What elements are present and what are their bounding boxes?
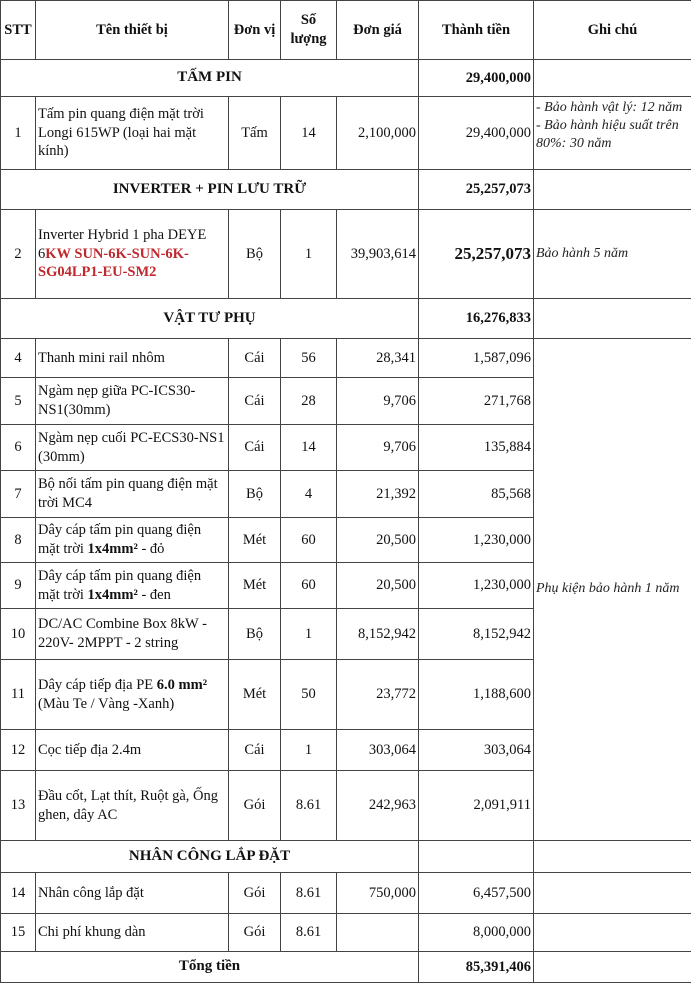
row-amount: 8,000,000 [419,914,534,952]
accessory-note: Phụ kiện bảo hành 1 năm [534,339,691,841]
row-qty: 14 [281,97,337,170]
row-unit: Cái [229,339,281,378]
row-amount: 6,457,500 [419,873,534,914]
inverter-name: Inverter Hybrid 1 pha DEYE 6 [38,226,207,262]
inverter-model: KW SUN-6K-SUN-6K-SG04LP1-EU-SM2 [38,245,189,281]
row-stt: 13 [1,771,36,841]
row-amount: 1,230,000 [419,518,534,563]
row-name: Cọc tiếp địa 2.4m [36,730,229,771]
misc-name-line2: ghen, dây AC [38,806,118,823]
cable-size: 1x4mm² [87,586,138,603]
ground-cable-name: Dây cáp tiếp địa PE [38,676,157,693]
row-qty: 8.61 [281,914,337,952]
row-name [36,771,229,841]
section-row-labor [1,841,691,873]
row-amount: 85,568 [419,471,534,518]
row-price: 9,706 [337,378,419,425]
row-name: Ngàm nẹp giữa PC-ICS30-NS1(30mm) [36,378,229,425]
row-stt: 9 [1,563,36,609]
section-title-panels: TẤM PIN [1,60,419,97]
row-stt: 14 [1,873,36,914]
row-qty: 4 [281,471,337,518]
header-price: Đơn giá [337,1,419,60]
row-unit: Cái [229,730,281,771]
header-unit: Đơn vị [229,1,281,60]
header-qty-line2: lượng [290,31,327,47]
row-amount: 303,064 [419,730,534,771]
row-qty: 14 [281,425,337,471]
section-title-accessories: VẬT TƯ PHỤ [1,299,419,339]
row-name: Thanh mini rail nhôm [36,339,229,378]
header-qty-line1: Số [300,12,317,29]
grand-total-value: 85,391,406 [419,952,534,983]
table-row [1,97,691,170]
cable-color: - đen [137,586,171,603]
header-note: Ghi chú [534,1,691,60]
row-price: 242,963 [337,771,419,841]
row-name: Chi phí khung dàn [36,914,229,952]
row-amount: 8,152,942 [419,609,534,660]
row-unit: Cái [229,425,281,471]
grand-total-row [1,952,691,983]
row-price: 20,500 [337,563,419,609]
header-name: Tên thiết bị [36,1,229,60]
row-name: Bộ nối tấm pin quang điện mặt trời MC4 [36,471,229,518]
header-amount: Thành tiền [419,1,534,60]
row-stt: 10 [1,609,36,660]
row-unit: Mét [229,660,281,730]
row-stt: 2 [1,210,36,299]
row-stt: 4 [1,339,36,378]
table-row [1,210,691,299]
section-row-panels [1,60,691,97]
row-qty: 1 [281,210,337,299]
header-stt: STT [1,1,36,60]
row-price: 750,000 [337,873,419,914]
row-price: 303,064 [337,730,419,771]
ground-cable-color: (Màu Te / Vàng -Xanh) [38,695,175,712]
row-unit: Gói [229,873,281,914]
misc-name-line1: Đầu cốt, Lạt thít, Ruột gà, Ống [38,787,219,804]
row-qty: 8.61 [281,873,337,914]
grand-total-label: Tổng tiền [1,952,419,983]
row-qty: 60 [281,563,337,609]
row-name [36,563,229,609]
row-unit: Bộ [229,471,281,518]
cable-size: 1x4mm² [87,541,138,557]
section-title-labor: NHÂN CÔNG LẮP ĐẶT [1,841,419,873]
row-name [36,660,229,730]
row-price [337,914,419,952]
section-total-accessories: 16,276,833 [419,299,534,339]
row-unit: Mét [229,518,281,563]
row-amount: 2,091,911 [419,771,534,841]
row-qty: 28 [281,378,337,425]
row-unit: Cái [229,378,281,425]
row-amount: 135,884 [419,425,534,471]
row-price: 9,706 [337,425,419,471]
row-name: Ngàm nẹp cuối PC-ECS30-NS1 (30mm) [36,425,229,471]
row-amount: 1,587,096 [419,339,534,378]
row-price: 28,341 [337,339,419,378]
row-stt: 11 [1,660,36,730]
row-amount: 29,400,000 [419,97,534,170]
row-qty: 56 [281,339,337,378]
cable-name: Dây cáp tấm pin quang điện mặt trời [38,567,202,603]
table-row [1,914,691,952]
row-qty: 50 [281,660,337,730]
row-stt: 15 [1,914,36,952]
row-price: 20,500 [337,518,419,563]
row-price: 2,100,000 [337,97,419,170]
row-unit: Gói [229,914,281,952]
row-name [36,210,229,299]
section-row-inverter [1,170,691,210]
section-total-panels: 29,400,000 [419,60,534,97]
row-name: Tấm pin quang điện mặt trời Longi 615WP (loại hai mặt kính) [36,97,229,170]
row-note: Bảo hành 5 năm [534,210,691,299]
warranty-physical: - Bảo hành vật lý: 12 năm [536,100,683,115]
table-row [1,873,691,914]
row-amount: 271,768 [419,378,534,425]
row-unit: Bộ [229,609,281,660]
header-qty [281,1,337,60]
ground-cable-size: 6.0 mm² [156,676,208,693]
table-row [1,339,691,378]
row-unit: Mét [229,563,281,609]
row-unit: Tấm [229,97,281,170]
row-qty: 1 [281,609,337,660]
row-amount: 1,188,600 [419,660,534,730]
section-title-inverter: INVERTER + PIN LƯU TRỮ [1,170,419,210]
row-qty: 8.61 [281,771,337,841]
row-name: Nhân công lắp đặt [36,873,229,914]
row-stt: 1 [1,97,36,170]
row-price: 39,903,614 [337,210,419,299]
row-stt: 6 [1,425,36,471]
row-qty: 1 [281,730,337,771]
row-unit: Bộ [229,210,281,299]
row-price: 21,392 [337,471,419,518]
cable-name: Dây cáp tấm pin quang điện mặt trời [38,522,202,557]
row-price: 23,772 [337,660,419,730]
row-stt: 8 [1,518,36,563]
row-name: DC/AC Combine Box 8kW - 220V- 2MPPT - 2 string [36,609,229,660]
row-stt: 7 [1,471,36,518]
warranty-performance: - Bảo hành hiệu suất trên 80%: 30 năm [536,118,679,152]
row-unit: Gói [229,771,281,841]
section-row-accessories [1,299,691,339]
row-stt: 5 [1,378,36,425]
cable-color: - đỏ [137,541,165,557]
row-amount: 1,230,000 [419,563,534,609]
header-row [1,1,691,60]
row-name [36,518,229,563]
section-total-inverter: 25,257,073 [419,170,534,210]
row-qty: 60 [281,518,337,563]
row-amount: 25,257,073 [419,210,534,299]
row-stt: 12 [1,730,36,771]
row-price: 8,152,942 [337,609,419,660]
row-note [534,97,691,170]
